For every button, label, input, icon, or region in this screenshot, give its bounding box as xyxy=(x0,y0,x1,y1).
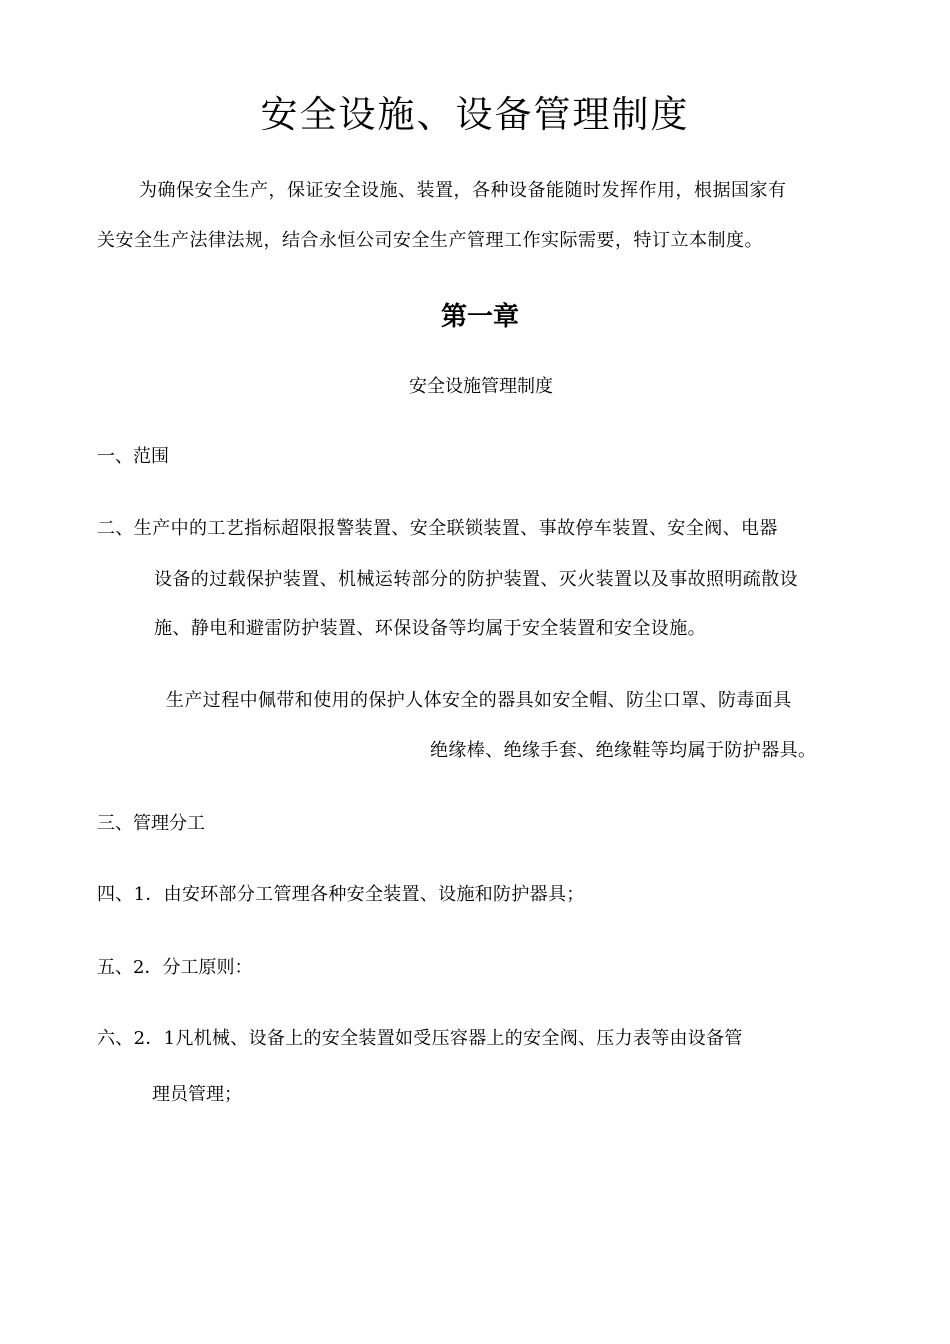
section-2-line-1: 二、生产中的工艺指标超限报警装置、安全联锁装置、事故停车装置、安全阀、电器 xyxy=(97,518,778,539)
protective-gear-line-2: 绝缘棒、绝缘手套、绝缘鞋等均属于防护器具。 xyxy=(430,740,817,761)
section-4: 四、1．由安环部分工管理各种安全装置、设施和防护器具； xyxy=(97,884,585,905)
section-5: 五、2．分工原则： xyxy=(97,957,253,978)
section-3: 三、管理分工 xyxy=(97,813,205,834)
document-title: 安全设施、设备管理制度 xyxy=(260,93,690,136)
section-2-line-2: 设备的过载保护装置、机械运转部分的防护装置、灭火装置以及事故照明疏散设 xyxy=(154,569,798,590)
chapter-heading: 第一章 xyxy=(440,302,519,332)
intro-line-1: 为确保安全生产，保证安全设施、装置，各种设备能随时发挥作用，根据国家有 xyxy=(139,180,787,201)
protective-gear-line-1: 生产过程中佩带和使用的保护人体安全的器具如安全帽、防尘口罩、防毒面具 xyxy=(166,690,792,711)
section-6-line-1: 六、2．1凡机械、设备上的安全装置如受压容器上的安全阀、压力表等由设备管 xyxy=(97,1028,743,1049)
intro-line-2: 关安全生产法律法规，结合永恒公司安全生产管理工作实际需要，特订立本制度。 xyxy=(97,230,763,251)
chapter-subtitle: 安全设施管理制度 xyxy=(409,376,553,397)
section-2-line-3: 施、静电和避雷防护装置、环保设备等均属于安全装置和安全设施。 xyxy=(154,618,706,639)
section-scope: 一、范围 xyxy=(97,446,169,467)
section-6-line-2: 理员管理； xyxy=(152,1084,242,1105)
